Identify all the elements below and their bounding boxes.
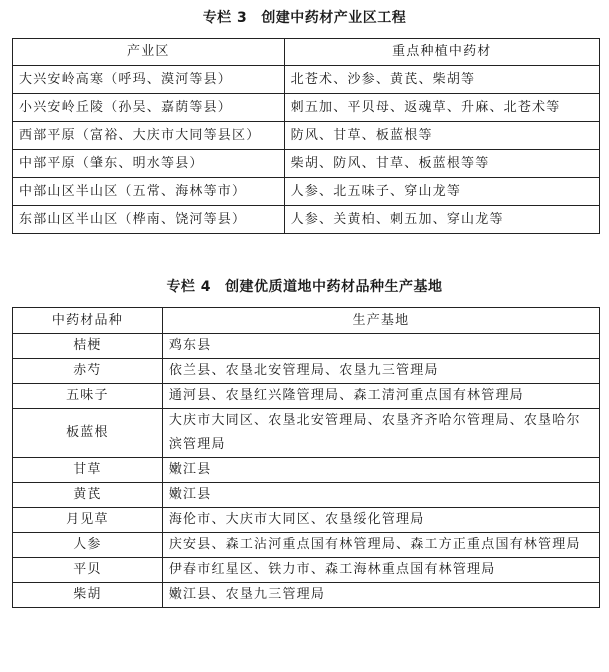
column4-title-text: 创建优质道地中药材品种生产基地 [225, 279, 443, 295]
table-row [13, 483, 600, 508]
herb-name-cell: 桔梗 [13, 334, 163, 359]
herbs-cell: 柴胡、防风、甘草、板蓝根等等 [284, 150, 599, 178]
herbs-cell: 防风、甘草、板蓝根等 [284, 122, 599, 150]
table-row [13, 558, 600, 583]
base-cell: 伊春市红星区、铁力市、森工海林重点国有林管理局 [162, 558, 599, 583]
table-row [13, 458, 600, 483]
herb-name-cell: 月见草 [13, 508, 163, 533]
herbs-cell: 人参、北五味子、穿山龙等 [284, 178, 599, 206]
table-row [13, 150, 600, 178]
column4-title-number: 专栏 4 [166, 279, 212, 295]
herb-name-cell: 赤芍 [13, 359, 163, 384]
table-row [13, 94, 600, 122]
industry-zone-table [12, 38, 600, 234]
table-row [13, 206, 600, 234]
table-row [13, 533, 600, 558]
herb-name-cell: 人参 [13, 533, 163, 558]
table-row [13, 384, 600, 409]
base-cell: 嫩江县 [162, 458, 599, 483]
table-row [13, 359, 600, 384]
base-cell: 鸡东县 [162, 334, 599, 359]
column3-title [0, 7, 609, 27]
production-base-table [12, 307, 600, 608]
base-cell: 通河县、农垦红兴隆管理局、森工清河重点国有林管理局 [162, 384, 599, 409]
base-cell: 依兰县、农垦北安管理局、农垦九三管理局 [162, 359, 599, 384]
zone-cell: 中部山区半山区（五常、海林等市） [13, 178, 285, 206]
zone-cell: 大兴安岭高寒（呼玛、漠河等县） [13, 66, 285, 94]
table-row [13, 583, 600, 608]
header-key-herbs: 重点种植中药材 [284, 39, 599, 66]
column3-title-text: 创建中药材产业区工程 [261, 10, 407, 26]
base-cell: 大庆市大同区、农垦北安管理局、农垦齐齐哈尔管理局、农垦哈尔滨管理局 [162, 409, 599, 458]
herbs-cell: 北苍术、沙参、黄芪、柴胡等 [284, 66, 599, 94]
zone-cell: 中部平原（肇东、明水等县） [13, 150, 285, 178]
header-industry-zone: 产业区 [13, 39, 285, 66]
base-cell: 海伦市、大庆市大同区、农垦绥化管理局 [162, 508, 599, 533]
base-cell: 庆安县、森工沾河重点国有林管理局、森工方正重点国有林管理局 [162, 533, 599, 558]
header-herb-variety: 中药材品种 [13, 308, 163, 334]
zone-cell: 小兴安岭丘陵（孙吴、嘉荫等县） [13, 94, 285, 122]
herb-name-cell: 柴胡 [13, 583, 163, 608]
table-row [13, 66, 600, 94]
table-row [13, 122, 600, 150]
base-cell: 嫩江县、农垦九三管理局 [162, 583, 599, 608]
table-row [13, 409, 600, 458]
table-row [13, 334, 600, 359]
table-row [13, 508, 600, 533]
table-header-row [13, 39, 600, 66]
column3-title-number: 专栏 3 [202, 10, 248, 26]
herbs-cell: 刺五加、平贝母、返魂草、升麻、北苍术等 [284, 94, 599, 122]
header-production-base: 生产基地 [162, 308, 599, 334]
table-row [13, 178, 600, 206]
herb-name-cell: 平贝 [13, 558, 163, 583]
herb-name-cell: 甘草 [13, 458, 163, 483]
table-header-row [13, 308, 600, 334]
herb-name-cell: 五味子 [13, 384, 163, 409]
zone-cell: 西部平原（富裕、大庆市大同等县区） [13, 122, 285, 150]
herbs-cell: 人参、关黄柏、刺五加、穿山龙等 [284, 206, 599, 234]
base-cell: 嫩江县 [162, 483, 599, 508]
column4-title [0, 276, 609, 296]
herb-name-cell: 黄芪 [13, 483, 163, 508]
zone-cell: 东部山区半山区（桦南、饶河等县） [13, 206, 285, 234]
herb-name-cell: 板蓝根 [13, 409, 163, 458]
